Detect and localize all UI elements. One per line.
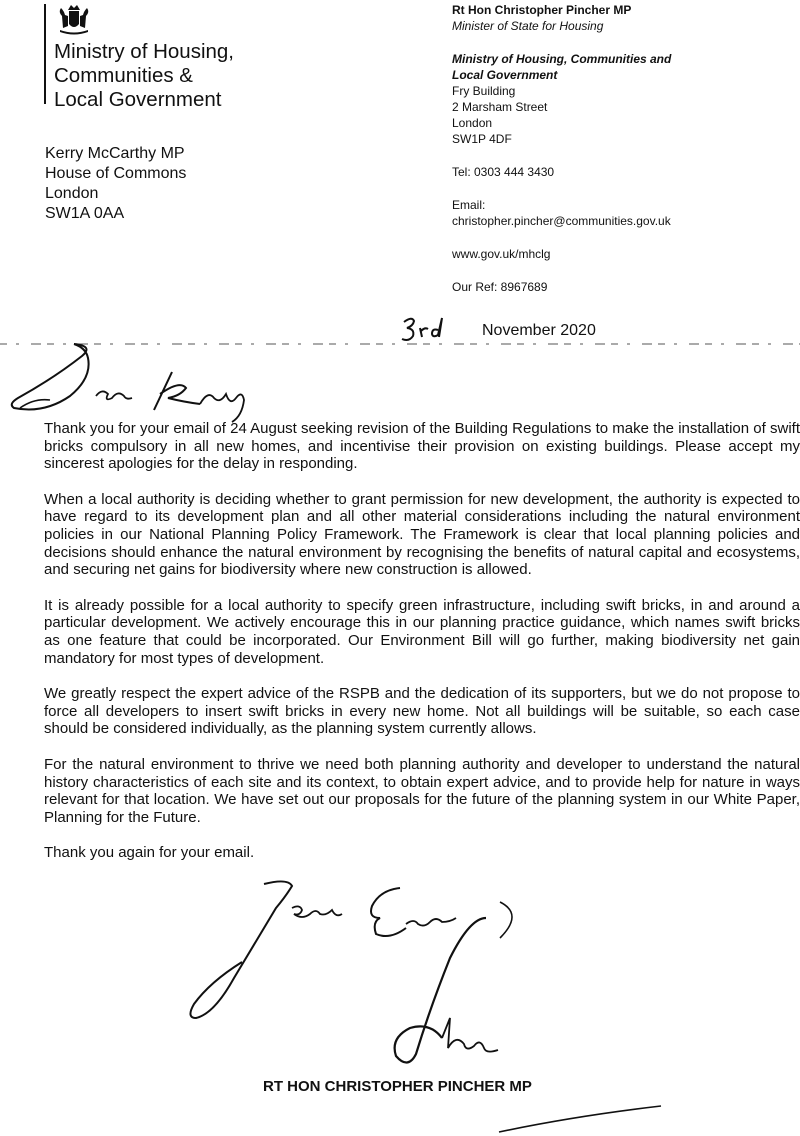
sender-email-label: Email: [452,198,486,212]
letter-date: November 2020 [482,322,596,339]
sender-block [452,2,792,295]
sender-title: Minister of State for Housing [452,19,604,33]
sender-name: Rt Hon Christopher Pincher MP [452,3,632,17]
sender-org-line: Ministry of Housing, Communities and [452,52,672,66]
department-name-line: Local Government [54,88,222,111]
handwritten-signature [180,878,540,1078]
department-rule [44,4,46,104]
sender-telephone: Tel: 0303 444 3430 [452,165,555,179]
letter-body [44,420,800,880]
body-paragraph: When a local authority is deciding whether to grant permission for new development, the authority is expected to have regard to its development plan and all other material considerations including the natural environment policies in our National Planning Policy Framework. The Framework is clear that local planning policies and decisions should enhance the natural environment by recognising the benefits of natural capital and ecosystems, and securing net gains for biodiversity where new construction is allowed. [44,490,800,579]
sender-address-line: London [452,116,493,130]
sender-address-line: Fry Building [452,84,516,98]
sender-reference: Our Ref: 8967689 [452,280,548,294]
royal-coat-of-arms-icon [54,2,94,36]
recipient-address [45,144,186,224]
handwritten-salutation [4,338,266,424]
sender-address-line: SW1P 4DF [452,132,512,146]
body-paragraph: For the natural environment to thrive we need both planning authority and developer to understand the natural history characteristics of each site and its context, to obtain expert advice, and to provide help for nature in ways relevant for that location. We have set out our proposals for the future of the planning system in our White Paper, Planning for the Future. [44,755,800,826]
recipient-line: London [45,185,99,202]
body-paragraph: Thank you for your email of 24 August seeking revision of the Building Regulations to make the installation of swift bricks compulsory in all new homes, and incentivise their provision on existing buildings. Please accept my sincerest apologies for the delay in responding. [44,420,800,473]
department-name-line: Communities & [54,64,193,87]
body-paragraph: We greatly respect the expert advice of the RSPB and the dedication of its supporters, but we do not propose to force all developers to insert swift bricks in every new home. Not all buildings will be suitable, so each case should be considered individually, as the planning system currently allows. [44,685,800,738]
sender-org-line: Local Government [452,68,558,82]
department-name-line: Ministry of Housing, [54,40,235,63]
department-name [54,40,234,112]
sender-email: christopher.pincher@communities.gov.uk [452,214,671,228]
signature-underline [495,1100,665,1136]
signatory-name: RT HON CHRISTOPHER PINCHER MP [263,1078,532,1095]
sender-website: www.gov.uk/mhclg [452,247,551,261]
recipient-name: Kerry McCarthy MP [45,145,185,162]
body-paragraph: It is already possible for a local authority to specify green infrastructure, including swift bricks, in and around a particular development. We actively encourage this in our planning practice guidance, which names swift bricks as one feature that could be incorporated. Our Environment Bill will go further, making biodiversity net gain mandatory for most types of development. [44,596,800,667]
recipient-postcode: SW1A 0AA [45,205,125,222]
sender-address-line: 2 Marsham Street [452,100,548,114]
recipient-line: House of Commons [45,165,187,182]
closing-line: Thank you again for your email. [44,844,255,862]
